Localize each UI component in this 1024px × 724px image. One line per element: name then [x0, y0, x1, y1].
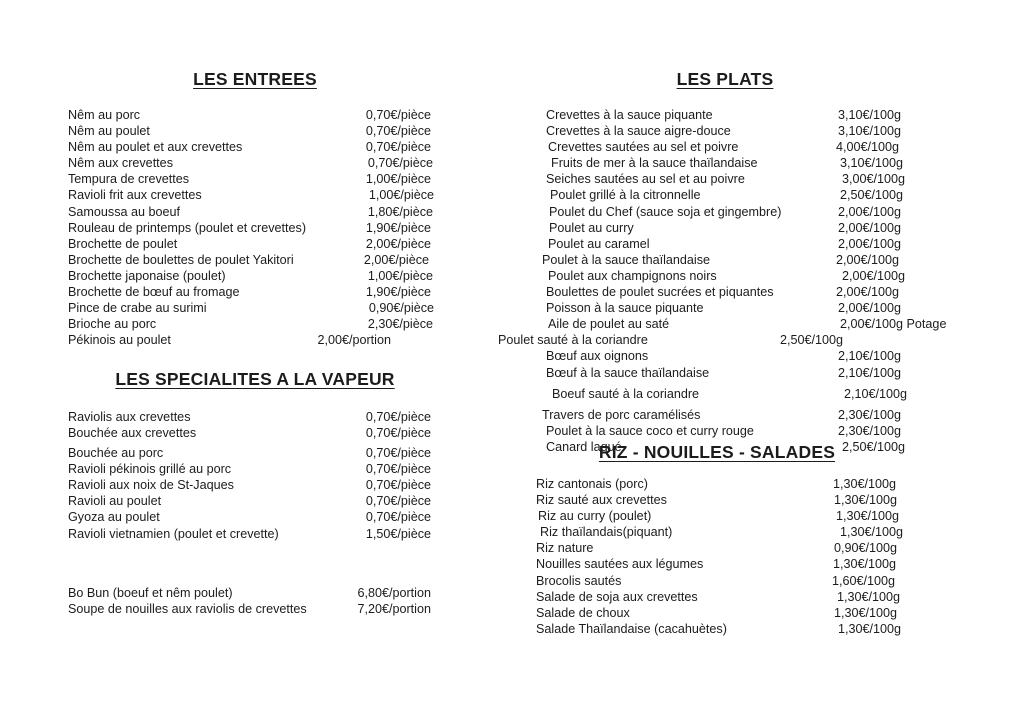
menu-item-row [470, 317, 1024, 333]
item-price: 2,30€/100g [838, 407, 902, 422]
menu-item-row [0, 317, 470, 333]
item-price: 2,00€/100g [836, 285, 900, 300]
menu-item-row [0, 156, 470, 172]
item-name: Aile de poulet au saté [548, 317, 670, 332]
menu-item-row [470, 590, 1024, 606]
item-price: 0,70€/pièce [365, 494, 431, 509]
menu-item-row [470, 493, 1024, 509]
menu-item-row [0, 333, 470, 349]
menu-item-row [470, 188, 1024, 204]
item-price: 2,50€/100g [840, 188, 904, 203]
item-name: Bouchée aux crevettes [68, 426, 197, 441]
item-price: 0,70€/pièce [365, 426, 431, 441]
section-title-vapeur: LES SPECIALITES A LA VAPEUR [115, 369, 395, 389]
item-name: Crevettes à la sauce piquante [546, 108, 713, 122]
item-name: Fruits de mer à la sauce thaïlandaise [551, 156, 758, 171]
item-price: 2,10€/100g [838, 365, 902, 380]
menu-item-row [470, 606, 1024, 622]
item-name: Poulet à la sauce thaïlandaise [542, 252, 711, 267]
item-price: 0,70€/pièce [365, 510, 431, 525]
item-price: 3,00€/100g [842, 172, 906, 187]
menu-item-row [0, 426, 470, 446]
section-title-entrees: LES ENTREES [193, 69, 317, 89]
item-price: 2,00€/100g [838, 236, 902, 251]
item-name: Bœuf aux oignons [546, 349, 649, 364]
menu-item-row [0, 253, 470, 269]
item-price: 1,30€/100g [838, 621, 902, 636]
section-title-plats: LES PLATS [676, 69, 774, 89]
item-name: Nouilles sautées aux légumes [536, 557, 704, 572]
item-price: 2,00€/100g [838, 204, 902, 219]
item-price: 1,80€/pièce [367, 204, 433, 219]
item-name: Canard laqué [546, 439, 622, 454]
item-price: 1,30€/100g [834, 605, 898, 620]
item-price: 0,70€/pièce [365, 108, 431, 122]
menu-item-row [0, 188, 470, 204]
item-name: Travers de porc caramélisés [542, 407, 701, 422]
item-price: 1,30€/100g [833, 557, 897, 572]
item-name: Riz sauté aux crevettes [536, 493, 667, 508]
item-name: Bœuf à la sauce thaïlandaise [546, 365, 710, 380]
item-price: 2,50€/100g [780, 333, 844, 348]
item-name: Crevettes sautées au sel et poivre [548, 140, 739, 155]
menu-item-row [0, 108, 470, 124]
item-name: Seiches sautées au sel et au poivre [546, 172, 745, 187]
menu-item-row [0, 446, 470, 462]
item-price: 0,70€/pièce [365, 462, 431, 477]
item-price: 6,80€/portion [357, 586, 431, 600]
item-name: Riz au curry (poulet) [538, 509, 652, 524]
menu-item-row [470, 237, 1024, 253]
menu-item-row [470, 301, 1024, 317]
item-price: 1,50€/pièce [365, 526, 431, 541]
item-price: 1,30€/100g [836, 509, 900, 524]
menu-item-row [470, 557, 1024, 573]
item-name: Pékinois au poulet [68, 333, 171, 348]
menu-item-row [470, 541, 1024, 557]
item-name: Pince de crabe au surimi [68, 301, 207, 316]
menu-item-row [470, 221, 1024, 237]
item-price: 1,30€/100g [833, 477, 897, 491]
menu-item-row [470, 205, 1024, 221]
menu-item-row [0, 124, 470, 140]
item-name: Ravioli vietnamien (poulet et crevette) [68, 526, 279, 541]
item-price: 1,00€/pièce [365, 172, 431, 187]
section-title-riz: RIZ - NOUILLES - SALADES [598, 442, 836, 462]
menu-item-row [0, 527, 470, 543]
item-price: 1,30€/100g [834, 493, 898, 508]
menu-item-row [0, 237, 470, 253]
menu-item-row [470, 349, 1024, 365]
menu-item-row [0, 172, 470, 188]
menu-item-row [470, 574, 1024, 590]
item-price: 2,30€/pièce [367, 317, 433, 332]
menu-item-row [470, 140, 1024, 156]
menu-item-row [470, 108, 1024, 124]
menu-item-row [470, 525, 1024, 541]
item-name: Riz cantonais (porc) [536, 477, 648, 491]
menu-item-row [0, 602, 470, 618]
item-price: 1,00€/pièce [367, 268, 433, 283]
item-price: 1,00€/pièce [368, 188, 434, 203]
menu-item-row [0, 586, 470, 602]
menu-item-row [470, 387, 1024, 408]
item-price: 0,70€/pièce [365, 124, 431, 139]
menu-item-row [470, 366, 1024, 387]
menu-item-row [470, 285, 1024, 301]
item-price: 2,00€/100g [838, 220, 902, 235]
entrees-item-list [0, 108, 470, 349]
item-price: 2,00€/pièce [365, 236, 431, 251]
item-price: 0,70€/pièce [365, 410, 431, 424]
item-price: 2,10€/100g [838, 349, 902, 364]
item-name: Brochette de poulet [68, 236, 178, 251]
menu-item-row [0, 205, 470, 221]
item-price: 0,70€/pièce [367, 156, 433, 171]
item-name: Poulet grillé à la citronnelle [550, 188, 701, 203]
item-price: 1,30€/100g [840, 525, 904, 540]
item-price: 2,00€/100g [842, 268, 906, 283]
item-price: 1,60€/100g [832, 573, 896, 588]
item-name: Poulet aux champignons noirs [548, 268, 717, 283]
menu-item-row [0, 462, 470, 478]
item-name: Rouleau de printemps (poulet et crevettes) [68, 220, 307, 235]
item-name: Raviolis aux crevettes [68, 410, 191, 424]
menu-item-row [0, 285, 470, 301]
item-price: 7,20€/portion [357, 602, 431, 617]
menu-item-row [0, 510, 470, 526]
menu-item-row [470, 124, 1024, 140]
item-name: Ravioli aux noix de St-Jaques [68, 478, 234, 493]
bo-bun-item-list [0, 586, 470, 618]
menu-item-row [470, 622, 1024, 638]
item-price: 2,00€/100g Potage [840, 317, 947, 332]
item-price: 2,00€/portion [317, 333, 391, 348]
item-name: Riz thaïlandais(piquant) [540, 525, 673, 540]
menu-item-row [0, 221, 470, 237]
item-name: Salade de soja aux crevettes [536, 589, 698, 604]
item-price: 2,10€/100g [844, 386, 908, 401]
menu-item-row [0, 494, 470, 510]
item-price: 0,70€/pièce [365, 478, 431, 493]
item-name: Ravioli pékinois grillé au porc [68, 462, 232, 477]
item-name: Boulettes de poulet sucrées et piquantes [546, 285, 774, 300]
item-price: 2,50€/100g [842, 439, 906, 454]
item-name: Brioche au porc [68, 317, 157, 332]
menu-item-row [470, 269, 1024, 285]
item-name: Bouchée au porc [68, 446, 164, 461]
menu-item-row [0, 478, 470, 494]
menu-item-row [470, 509, 1024, 525]
item-price: 2,00€/100g [836, 252, 900, 267]
item-name: Poulet au curry [549, 220, 634, 235]
plats-item-list [470, 108, 1024, 456]
item-name: Poisson à la sauce piquante [546, 301, 704, 316]
item-name: Nêm au porc [68, 108, 141, 122]
item-name: Nêm au poulet et aux crevettes [68, 140, 243, 155]
item-name: Poulet au caramel [548, 236, 650, 251]
item-name: Gyoza au poulet [68, 510, 160, 525]
item-price: 1,90€/pièce [365, 285, 431, 300]
item-price: 0,90€/pièce [368, 301, 434, 316]
menu-item-row [470, 156, 1024, 172]
menu-item-row [470, 424, 1024, 440]
menu-item-row [470, 253, 1024, 269]
item-price: 0,70€/pièce [365, 446, 431, 461]
item-name: Tempura de crevettes [68, 172, 190, 187]
item-price: 2,00€/100g [838, 301, 902, 316]
menu-item-row [470, 333, 1024, 349]
item-name: Brocolis sautés [536, 573, 622, 588]
item-price: 1,90€/pièce [365, 220, 431, 235]
menu-item-row [470, 172, 1024, 188]
item-name: Salade Thaïlandaise (cacahuètes) [536, 621, 727, 636]
item-name: Riz nature [536, 541, 594, 556]
vapeur-item-list [0, 410, 470, 543]
item-name: Boeuf sauté à la coriandre [552, 386, 700, 401]
item-price: 3,10€/100g [838, 108, 902, 122]
menu-item-row [470, 477, 1024, 493]
item-name: Brochette de bœuf au fromage [68, 285, 240, 300]
item-name: Poulet à la sauce coco et curry rouge [546, 423, 754, 438]
item-name: Salade de choux [536, 605, 630, 620]
item-price: 0,90€/100g [834, 541, 898, 556]
item-price: 2,30€/100g [838, 423, 902, 438]
item-price: 2,00€/pièce [363, 252, 429, 267]
item-price: 3,10€/100g [840, 156, 904, 171]
item-price: 4,00€/100g [836, 140, 900, 155]
item-price: 1,30€/100g [837, 589, 901, 604]
item-name: Crevettes à la sauce aigre-douce [546, 124, 731, 139]
menu-item-row [0, 140, 470, 156]
item-name: Nêm aux crevettes [68, 156, 173, 171]
menu-item-row [0, 301, 470, 317]
item-name: Soupe de nouilles aux raviolis de crevettes [68, 602, 307, 617]
item-name: Ravioli au poulet [68, 494, 162, 509]
item-name: Samoussa au boeuf [68, 204, 181, 219]
menu-item-row [470, 408, 1024, 424]
item-name: Poulet du Chef (sauce soja et gingembre) [549, 204, 782, 219]
item-price: 3,10€/100g [838, 124, 902, 139]
menu-item-row [0, 410, 470, 426]
item-name: Brochette de boulettes de poulet Yakitori [68, 252, 294, 267]
menu-item-row [0, 269, 470, 285]
item-name: Brochette japonaise (poulet) [68, 268, 226, 283]
item-name: Bo Bun (boeuf et nêm poulet) [68, 586, 233, 600]
item-name: Ravioli frit aux crevettes [68, 188, 202, 203]
item-name: Nêm au poulet [68, 124, 150, 139]
riz-item-list [470, 477, 1024, 638]
item-price: 0,70€/pièce [365, 140, 431, 155]
item-name: Poulet sauté à la coriandre [498, 333, 648, 348]
